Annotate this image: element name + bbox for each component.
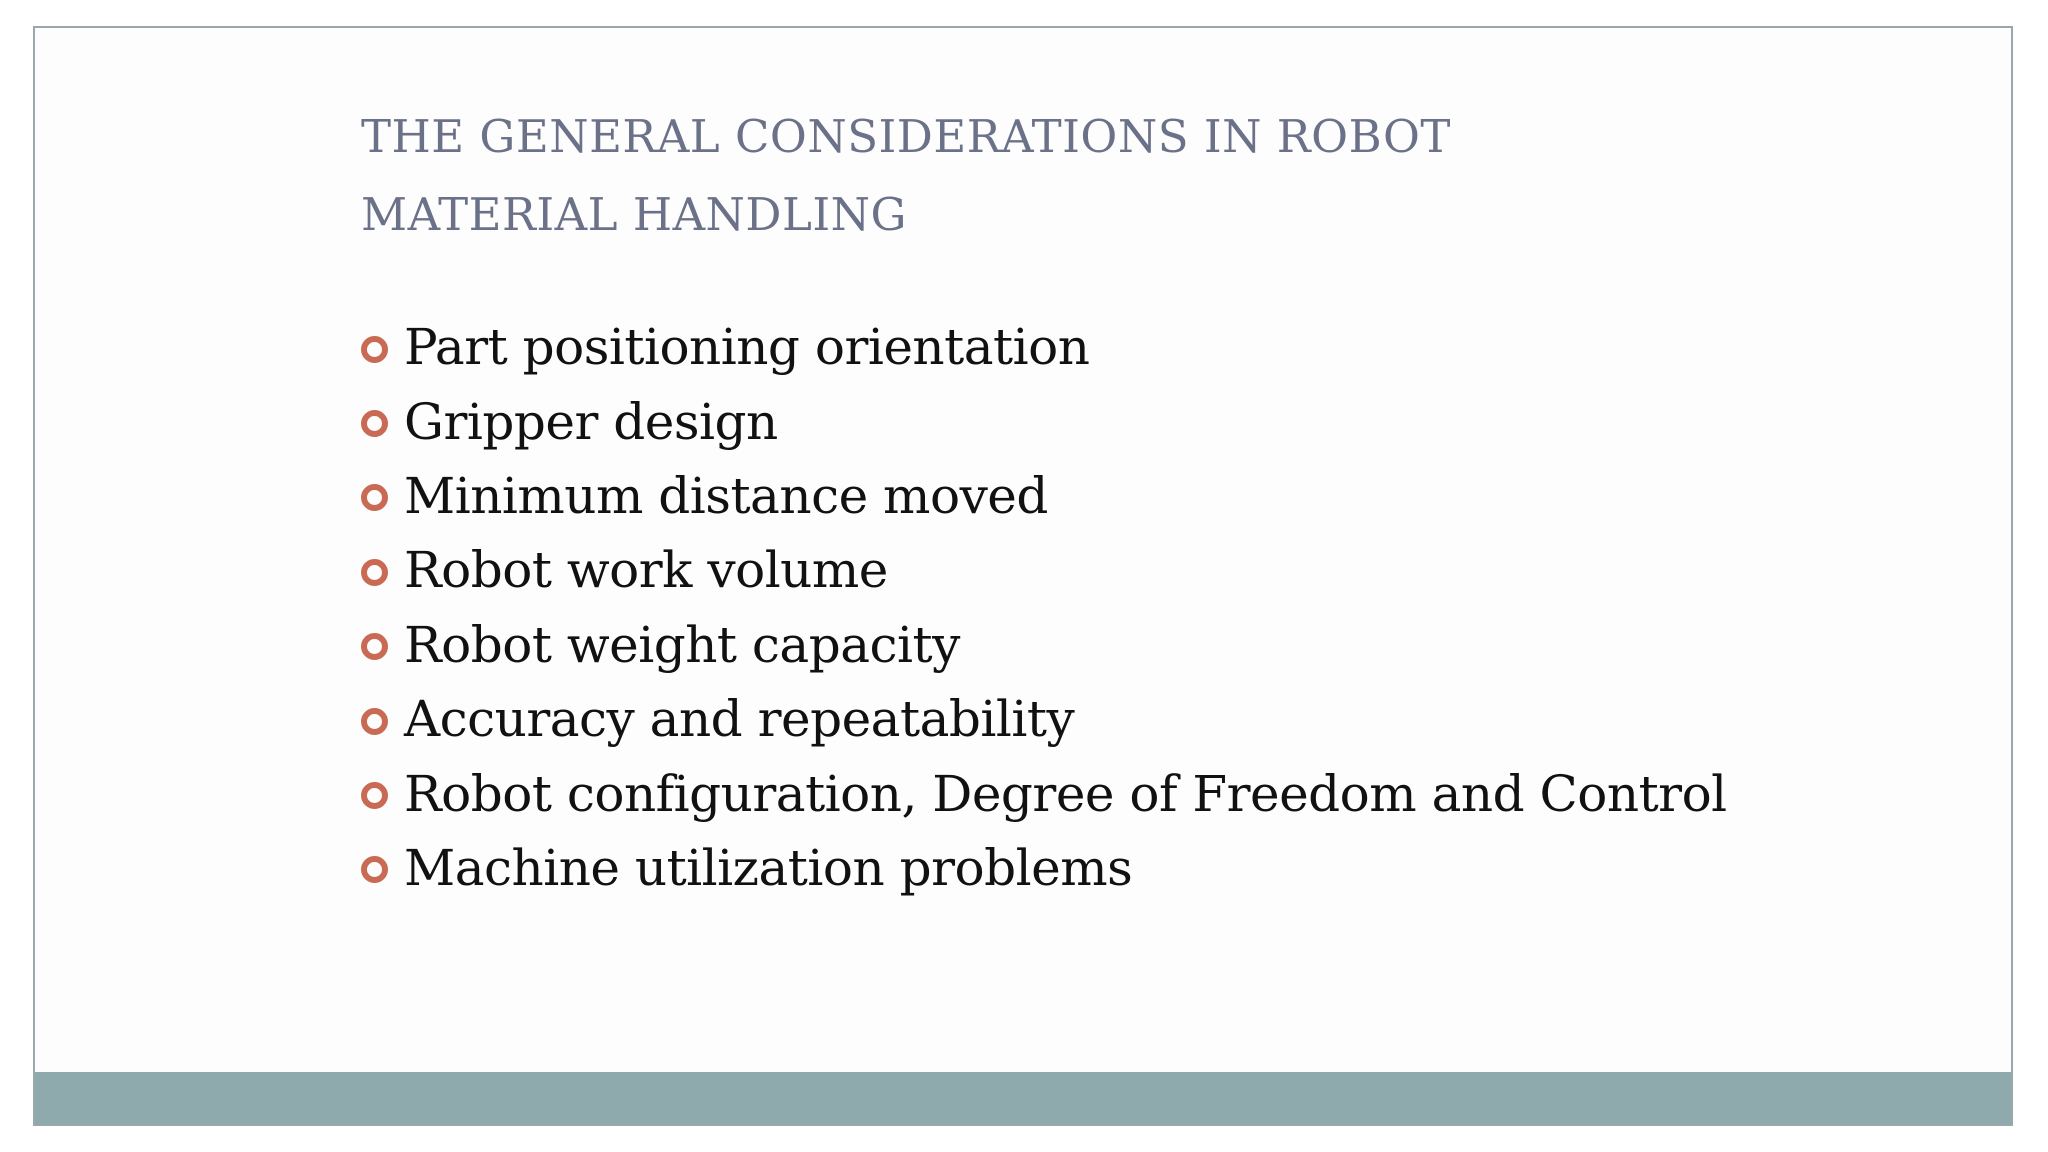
slide-title-line: MATERIAL HANDLING (361, 188, 907, 241)
bullet-text: Robot weight capacity (404, 615, 960, 674)
hollow-circle-bullet-icon (361, 559, 388, 586)
hollow-circle-bullet-icon (361, 856, 388, 883)
bullet-item (361, 608, 1727, 682)
bullet-item (361, 756, 1727, 830)
bullet-item (361, 831, 1727, 905)
bullet-item (361, 533, 1727, 607)
bullet-item (361, 310, 1727, 384)
hollow-circle-bullet-icon (361, 633, 388, 660)
bullet-text: Machine utilization problems (404, 838, 1133, 897)
bullet-item (361, 459, 1727, 533)
slide-title-line: THE GENERAL CONSIDERATIONS IN ROBOT (361, 110, 1451, 163)
hollow-circle-bullet-icon (361, 484, 388, 511)
hollow-circle-bullet-icon (361, 336, 388, 363)
hollow-circle-bullet-icon (361, 708, 388, 735)
bullet-text: Robot work volume (404, 541, 888, 600)
bullet-item (361, 682, 1727, 756)
bullet-text: Accuracy and repeatability (404, 690, 1075, 749)
bullet-text: Gripper design (404, 392, 778, 451)
bullet-item (361, 384, 1727, 458)
hollow-circle-bullet-icon (361, 782, 388, 809)
slide (33, 26, 2013, 1126)
slide-title (361, 98, 1661, 254)
hollow-circle-bullet-icon (361, 410, 388, 437)
footer-accent-bar (35, 1072, 2011, 1124)
bullet-text: Minimum distance moved (404, 466, 1048, 525)
bullet-text: Robot configuration, Degree of Freedom and Control (404, 764, 1727, 823)
bullet-text: Part positioning orientation (404, 318, 1090, 377)
bullet-list (361, 310, 1727, 905)
